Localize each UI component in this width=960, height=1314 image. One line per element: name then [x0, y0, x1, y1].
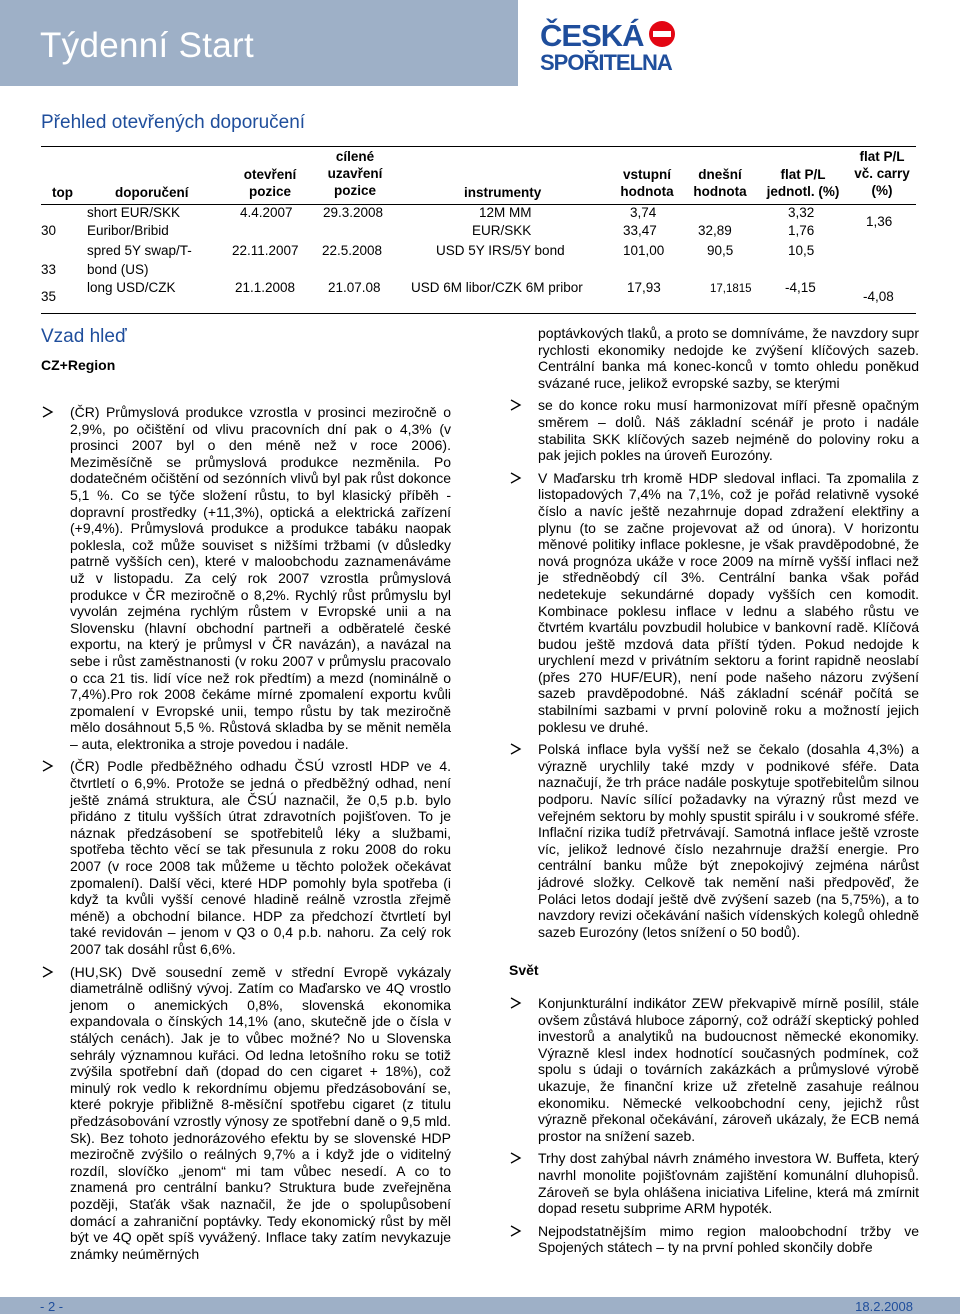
row33-doporuceni-2: bond (US) — [87, 262, 149, 277]
logo-text-sporitelna: SPOŘITELNA — [540, 50, 672, 75]
logo — [518, 0, 960, 86]
paragraph-buffett: Trhy dost zahýbal návrh známého investora W. Buffeta, který navrhl monolite pojišťovnám zajištění komunální dluhopisů. Zároveň se byla ohlášena iniciativa Lifeline, která má zmírnit dopad resetu subprime ARM hypoték. — [509, 1150, 919, 1216]
col-header-vstupni: vstupní hodnota — [620, 167, 674, 199]
row30-flat-1: 3,32 — [788, 205, 815, 220]
paragraph-cr-industry: (ČR) Průmyslová produkce vzrostla v prosinci meziročně o 2,9%, po očištění od vlivu pracovních dní pak o 4,3% (v prosinci 2007 byl o den méně než v roce 2006). Meziměsíčně se průmyslová produkce nezměnila. Po dodatečném očištění od sezónních vlivů byl pak růst dokonce 5,1 %. Co se týče složení růstu, to byl klasický příběh - dopravní prostředky (+11,3%), optická a elektrická zařízení (+9,4%). Průmyslová produkce a produkce tabáku naopak poklesla, což může souviset s nižšími tržbami (v důsledky patrně vyšších cen), které v maloobchodu zaznamenáváme už v listopadu. Za celý rok 2007 vzrostla průmyslová produkce v ČR meziročně o 8,2%. Rychlý růst průmyslu byl vyvolán zejména rychlým růstem v Evropské unii a na Slovensku (hlavní obchodní partneři a odběratelé české exportu, na který je průmysl v ČR navázán), a navázal na sebe i růst zaměstnanosti (v roku 2007 v průmyslu pracovalo o cca 21 tis. lidí více než rok předtím) a mezd (nominálně o 7,4%).Pro rok 2008 čekáme mírné zpomalení exportu kvůli zpomalení v Evropské unii, tempo růstu by tak meziročně mělo dosáhnout 5,5 %. Růstová skladba by se měnit neměla – auta, elektronika a stroje povedou i nadále. — [41, 404, 451, 752]
header-band — [0, 0, 960, 86]
row33-close: 22.5.2008 — [322, 243, 383, 258]
row33-dnesni: 90,5 — [707, 243, 734, 258]
row35-vstupni: 17,93 — [627, 280, 661, 295]
footer-band — [0, 1297, 960, 1314]
paragraph-sk-continued: poptávkových tlaků, a proto se domníváme, že navzdory supr rychlosti ekonomiky nedojde ke zvýšení klíčových sazeb. Centrální banka má konec-konců v tomto ohledu poněkud svázané ruce, jelikož evropské sazby, se kterými — [538, 325, 919, 391]
vzad-hled-heading: Vzad hleď — [41, 326, 127, 347]
row33-open: 22.11.2007 — [232, 243, 299, 258]
bullet-arrow-icon — [509, 397, 523, 413]
bullet-arrow-icon — [509, 1150, 523, 1166]
paragraph-cr-gdp: (ČR) Podle předběžného odhadu ČSÚ vzrostl HDP ve 4. čtvrtletí o 6,9%. Protože se jedná o předběžný odhad, není ještě známá struktura, ale ČSÚ naznačil, že 0,5 p.b. bylo přidáno z titulu vyšších útrat zdravotních pojišťoven. To je náznak předzásobení se spotřebitelů léky a službami, spotřeba těchto věcí se tak přesunula z roku 2008 do roku 2007 (v roce 2008 tak můžeme u těchto položek očekávat zpomalení). Další věci, které HDP pomohly byla spotřeba (i když ta kvůli vyšší cenové hladině reálně vzrostla zřejmě méně) a obchodní bilance. HDP za předchozí čtvrtletí byl také revidován – jenom v Q3 o 0,4 p.b. nahoru. Za celý rok 2007 tak dosáhl růst 6,6%. — [41, 758, 451, 957]
bullet-arrow-icon — [41, 758, 55, 774]
row33-top: 33 — [41, 262, 57, 277]
col-header-carry: flat P/L vč. carry (%) — [854, 149, 910, 198]
bullet-arrow-icon — [41, 404, 55, 420]
row35-close: 21.07.08 — [328, 280, 381, 295]
row33-vstupni: 101,00 — [623, 243, 665, 258]
col-header-instrumenty: instrumenty — [464, 185, 542, 200]
left-column — [41, 404, 451, 1268]
row35-instr: USD 6M libor/CZK 6M pribor — [411, 280, 583, 295]
right-column — [509, 325, 919, 1262]
row35-open: 21.1.2008 — [235, 280, 296, 295]
paragraph-hu-sk: (HU,SK) Dvě sousední země v střední Evropě vykázaly diametrálně odlišný vývoj. Zatím co Maďarsko ve 4Q vrostlo jenom o anemických 0,8%, slovenská ekonomika expandovala o čínských 14,1% (ano, skutečně jde o čísla v stálých cenách). Jak je to vůbec možné? No u Slovenska sehrály významnou kuřáci. Od ledna letošního roku se totiž zvýšila spotřební daň (dopad do cen cigaret + 18%), což minulý rok vedlo k rekordnímu objemu předzásobování se, které pokryje přibližně 8-měsíční spotřebu cigaret (z titulu předzásobování vzrostly výnosy ze spotřební daně o 9,5 mld. Sk). Bez tohoto jednorázového efektu by se slovenské HDP meziročně zvýšilo o reálných 9,7% a i když jde o viditelný rozdíl, slovíčko „jenom“ mi tam vůbec nesedí. A co to znamená pro centrální banku? Struktura bude zveřejněna později, Staťák však naznačil, že jde o spolupůsobení domácí a zahraniční poptávky. Tedy ekonomický růst by měl být ve 4Q opět spíš vyvážený. Inflace taky zatím nevykazuje známky neúměrných — [41, 964, 451, 1263]
section-title: Přehled otevřených doporučení — [41, 112, 306, 133]
row30-dnesni: 32,89 — [698, 223, 732, 238]
logo-text-ceska: ČESKÁ — [540, 18, 644, 53]
bullet-arrow-icon — [509, 741, 523, 757]
col-header-top: top — [52, 185, 73, 200]
row30-doporuceni-1: short EUR/SKK — [87, 205, 181, 220]
row35-carry: -4,08 — [863, 289, 894, 304]
paragraph-hungary: V Maďarsku trh kromě HDP sledoval inflaci. Ta zpomalila z listopadových 7,4% na 7,1%, což je pořád relativně vysoké číslo a navíc ještě nezahrnuje dopad zdražení elektřiny a plynu (to se začne projevovat až od února). V horizontu měnové politiky inflace poklesne, je však pravděpodobné, že nová prognóza ukáže v roce 2009 na mírně vyšší inflaci než je středněobdý cíl 3%. Centrální banka však pořád nedetekuje sekundárné dopady vyšších cen komodit. Kombinace poklesu inflace v lednu a slabého růstu ve čtvrtém kvartálu povzbudil holubice v bankovní radě. Klíčová budou ještě mzdová data příští týden. Pokud nedojde k urychlení mezd v privátním sektoru a forint rapidně neoslabí (přes 270 HUF/EUR), není pode našeho názoru zvýšení sazeb pravděpodobné. Náš základní scénář počítá se stabilními sazbami v první polovině roku a možností jejich poklesu ve druhé. — [509, 470, 919, 736]
svet-heading: Svět — [509, 962, 539, 979]
row30-vstupni-1: 3,74 — [630, 205, 657, 220]
bullet-arrow-icon — [509, 1223, 523, 1239]
row35-dnesni: 17,1815 — [710, 283, 752, 295]
paragraph-us-retail: Nejpodstatnějším mimo region maloobchodní tržby ve Spojených státech – ty na první pohled skončily dobře — [509, 1223, 919, 1256]
col-header-dnesni: dnešní hodnota — [693, 167, 747, 199]
col-header-doporuceni: doporučení — [115, 185, 189, 200]
row30-doporuceni-2: Euribor/Bribid — [87, 223, 169, 238]
bullet-arrow-icon — [41, 964, 55, 980]
row30-carry: 1,36 — [866, 214, 893, 229]
paragraph-poland: Polská inflace byla vyšší než se čekalo (dosahla 4,3%) a výrazně urychlily také mzdy v podnikové sféře. Data naznačují, že trh práce nadále poskytuje spotřebitelům silnou podporu. Navíc sílící požadavky na výrazný růst mezd ve veřejném sektoru by mohly spustit spirálu i v soukromé sféře. Inflační rizika tudíž přetrvávají. Samotná inflace ještě vzroste víc, jelikož lednové číslo nezahrnuje dražší energie. Pro centrální banku může být znepokojivý zejména nárůst jádrové složky. Celkově tak nemění naši předpověď, že Poláci letos dodají ještě dvě zvýšení sazeb (na 5,75%), a to navzdory revizi očekávání našich vídenských kolegů ohledně sazeb Eurozóny (letos snížení o 50 bodů). — [509, 741, 919, 940]
row30-open: 4.4.2007 — [240, 205, 293, 220]
col-header-cilene: cílené uzavření pozice — [327, 149, 383, 198]
row33-instr: USD 5Y IRS/5Y bond — [436, 243, 565, 258]
bullet-arrow-icon — [509, 995, 523, 1011]
paragraph-sk-scenario: se do konce roku musí harmonizovat míří přesně opačným směrem – dolů. Náš základní scénář je proto i nadále stabilita SKK klíčových sazeb nejméně do poloviny roku a pak jejich pokles na úroveň Eurozóny. — [509, 397, 919, 463]
row35-top: 35 — [41, 289, 57, 304]
row30-close: 29.3.2008 — [323, 205, 384, 220]
row30-flat-2: 1,76 — [788, 223, 815, 238]
page-title: Týdenní Start — [40, 26, 255, 65]
row30-instr-2: EUR/SKK — [472, 223, 532, 238]
row35-flat: -4,15 — [785, 280, 816, 295]
col-header-otevreni: otevření pozice — [243, 167, 297, 199]
row30-vstupni-2: 33,47 — [623, 223, 657, 238]
page-number: - 2 - — [40, 1299, 64, 1314]
row35-doporuceni: long USD/CZK — [87, 280, 176, 295]
paragraph-zew: Konjunkturální indikátor ZEW překvapivě mírně posílil, stále ovšem zůstává hluboce záporný, což odráží skeptický pohled investorů a analytiků na budoucnost německé ekonomiky. Výrazně klesl index hodnotící současných podmínek, což spolu s údaji o továrních zakázkách a průmyslové výrobě ukazuje, že finanční krize už zřetelně zasahuje reálnou ekonomiku. Německé velkoobchodní ceny, jejichž růst výrazně překonal očekávání, zároveň ukázaly, že ECB nemá prostor na snížení sazeb. — [509, 995, 919, 1144]
footer-date: 18.2.2008 — [855, 1299, 913, 1314]
row30-instr-1: 12M MM — [479, 205, 532, 220]
bullet-arrow-icon — [509, 470, 523, 486]
logo-mark-icon — [648, 20, 676, 48]
col-header-flat: flat P/L jednotl. (%) — [766, 167, 840, 199]
row33-doporuceni-1: spred 5Y swap/T- — [87, 243, 192, 258]
cz-region-heading: CZ+Region — [41, 357, 116, 373]
row30-top: 30 — [41, 223, 57, 238]
row33-flat: 10,5 — [788, 243, 815, 258]
